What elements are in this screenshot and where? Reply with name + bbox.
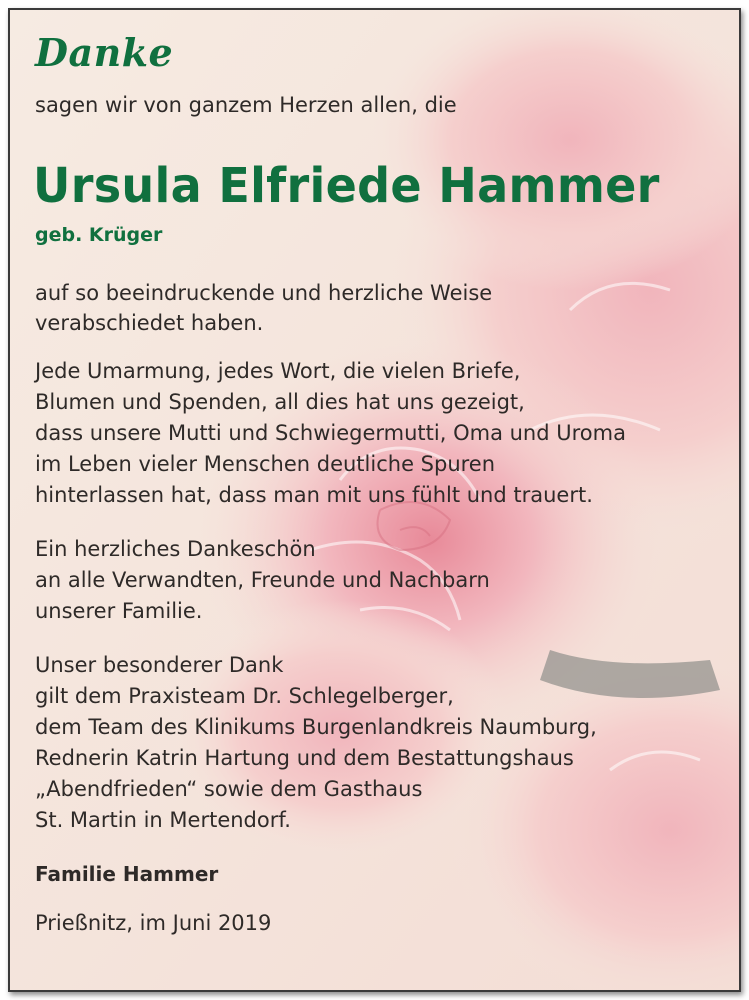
signature: Familie Hammer <box>35 862 219 886</box>
paragraph-line: dass unsere Mutti und Schwiegermutti, Oma und Uroma <box>35 421 626 445</box>
paragraph-line: im Leben vieler Menschen deutliche Spuren <box>35 452 496 476</box>
paragraph-line: hinterlassen hat, dass man mit uns fühlt und trauert. <box>35 483 593 507</box>
paragraph-line: Ein herzliches Dankeschön <box>35 537 316 561</box>
maiden-name: geb. Krüger <box>35 224 163 246</box>
paragraph-line: Rednerin Katrin Hartung und dem Bestattungshaus <box>35 746 574 770</box>
heading: Danke <box>35 30 174 75</box>
intro-text: sagen wir von ganzem Herzen allen, die <box>35 93 457 117</box>
paragraph-line: Blumen und Spenden, all dies hat uns gezeigt, <box>35 390 525 414</box>
paragraph-line: an alle Verwandten, Freunde und Nachbarn <box>35 568 490 592</box>
paragraph-line: Unser besonderer Dank <box>35 653 284 677</box>
paragraph-line: „Abendfrieden“ sowie dem Gasthaus <box>35 777 423 801</box>
paragraph-line: unserer Familie. <box>35 599 203 623</box>
paragraph-line: verabschiedet haben. <box>35 311 264 335</box>
obituary-card <box>8 8 741 992</box>
paragraph-line: dem Team des Klinikums Burgenlandkreis Naumburg, <box>35 715 597 739</box>
place-date: Prießnitz, im Juni 2019 <box>35 911 272 935</box>
paragraph-line: St. Martin in Mertendorf. <box>35 808 291 832</box>
paragraph-line: gilt dem Praxisteam Dr. Schlegelberger, <box>35 684 454 708</box>
deceased-name: Ursula Elfriede Hammer <box>33 158 660 214</box>
paragraph-line: Jede Umarmung, jedes Wort, die vielen Briefe, <box>35 359 521 383</box>
paragraph-line: auf so beeindruckende und herzliche Weise <box>35 281 493 305</box>
